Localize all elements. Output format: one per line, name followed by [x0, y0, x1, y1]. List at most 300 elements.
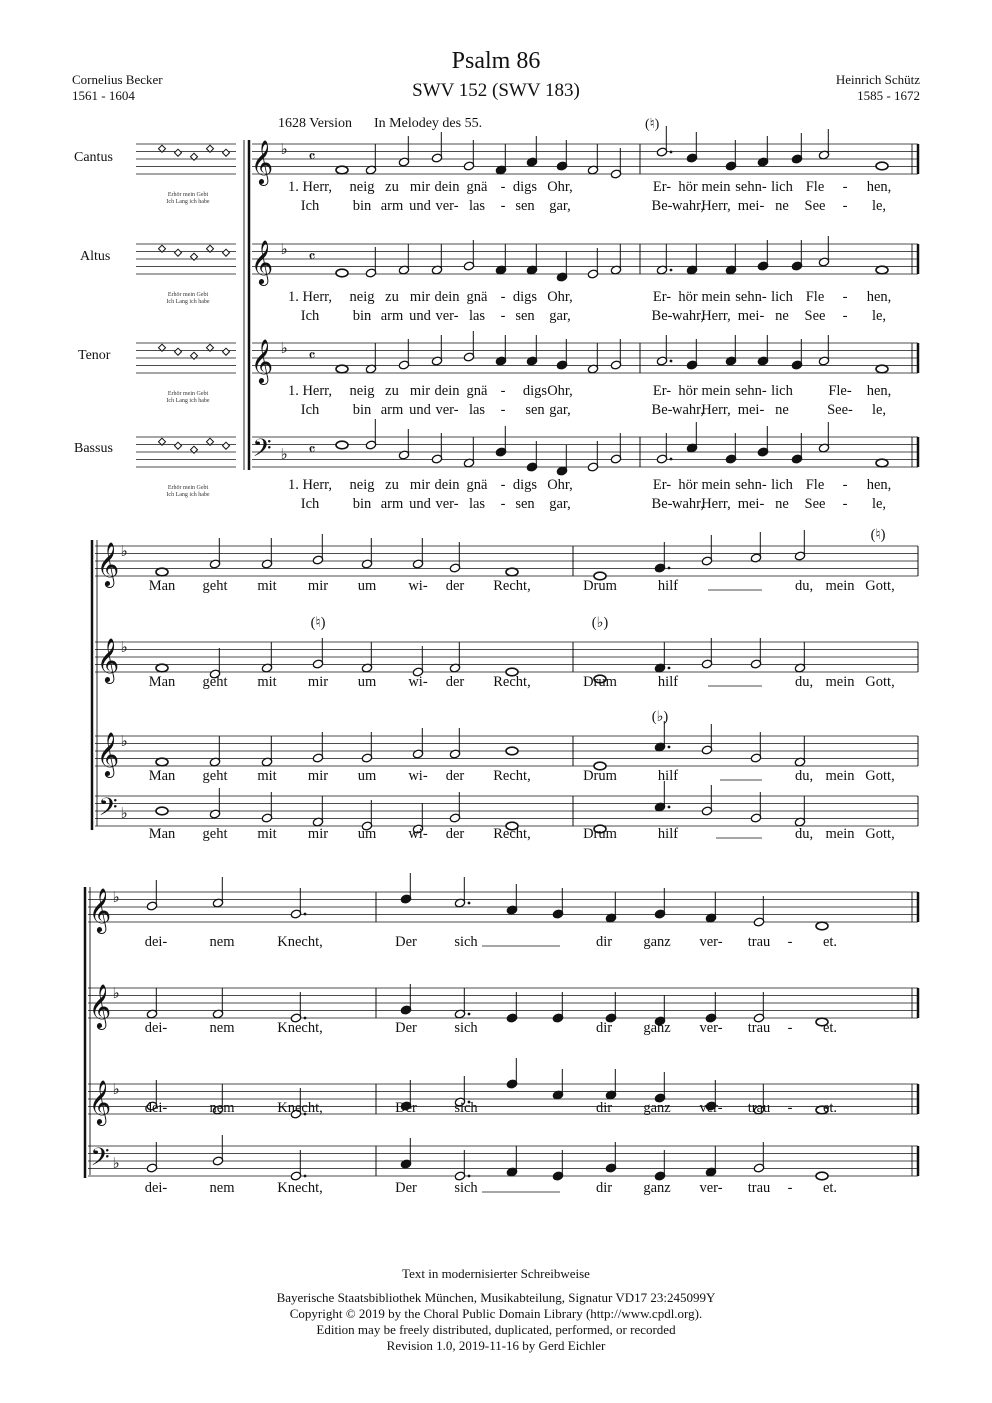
poet-name: Cornelius Becker [72, 72, 163, 87]
lyric-syllable: arm [380, 198, 404, 214]
incipit-text: Ich Lang ich habe [166, 398, 210, 404]
lyric-syllable: lich [771, 179, 793, 195]
lyric-syllable: mir [409, 477, 431, 493]
lyric-syllable: hör [678, 383, 698, 399]
lyric-syllable: hilf [657, 674, 679, 690]
whole-note [876, 162, 888, 170]
revision-line: Revision 1.0, 2019-11-16 by Gerd Eichler [386, 1338, 606, 1353]
lyric-syllable: - [500, 383, 506, 399]
lyric-syllable: Knecht, [277, 1180, 323, 1196]
lyric-syllable: neig [349, 289, 375, 305]
lyric-syllable: mein [825, 674, 855, 690]
lyric-syllable: dei- [144, 1180, 168, 1196]
lyric-syllable: mit [257, 674, 277, 690]
lyric-syllable: - [787, 1100, 793, 1116]
lyrics [145, 179, 895, 1196]
lyric-syllable: und [409, 308, 431, 324]
incipit-note [222, 348, 229, 355]
lyric-syllable: mei- [737, 308, 765, 324]
lyric-syllable: Man [148, 826, 176, 842]
augmentation-dot [304, 913, 307, 916]
bass-clef: 𝄢 [252, 434, 272, 469]
lyric-syllable: Er- [652, 477, 672, 493]
lyric-syllable: mir [307, 578, 329, 594]
lyric-syllable: Be- [651, 198, 673, 214]
lyric-syllable: las [468, 402, 486, 418]
lyric-syllable: digs [512, 179, 538, 195]
lyric-syllable: wi- [408, 674, 428, 690]
lyric-syllable: mit [257, 768, 277, 784]
lyric-syllable: las [468, 308, 486, 324]
editorial-flat-mark: (♭) [591, 615, 609, 631]
lyric-syllable: Knecht, [277, 1020, 323, 1036]
lyric-syllable: und [409, 496, 431, 512]
lyric-syllable: dir [595, 1020, 613, 1036]
treble-clef: 𝄞 [88, 888, 112, 932]
voice-label-tenor: Tenor [78, 348, 111, 363]
lyric-syllable: Recht, [493, 768, 531, 784]
lyric-syllable: mir [307, 674, 329, 690]
lyric-syllable: Recht, [493, 674, 531, 690]
augmentation-dot [668, 806, 671, 809]
incipit-note [222, 442, 229, 449]
lyric-syllable: sich [454, 934, 478, 950]
lyric-syllable: ver- [435, 308, 459, 324]
augmentation-dot [668, 667, 671, 670]
incipit-note [174, 149, 181, 156]
poet-dates: 1561 - 1604 [72, 88, 135, 103]
whole-note [506, 747, 518, 755]
lyric-syllable: See [804, 198, 826, 214]
lyric-syllable: neig [349, 477, 375, 493]
license-line: Edition may be freely distributed, duplicated, performed, or recorded [316, 1322, 676, 1337]
lyric-syllable: Drum [583, 826, 617, 842]
augmentation-dot [304, 1175, 307, 1178]
augmentation-dot [670, 360, 673, 363]
lyric-syllable: gnä [466, 289, 488, 305]
lyric-syllable: hilf [657, 826, 679, 842]
voice-label-altus: Altus [80, 249, 111, 264]
lyric-syllable: und [409, 402, 431, 418]
lyric-syllable: Herr, [701, 496, 731, 512]
lyric-syllable: dein [434, 383, 460, 399]
lyric-syllable: lich [771, 289, 793, 305]
lyric-syllable: trau [747, 1180, 771, 1196]
lyric-syllable: Ohr, [547, 477, 573, 493]
lyric-syllable: sich [454, 1100, 478, 1116]
lyric-syllable: der [445, 826, 465, 842]
lyric-syllable: Drum [583, 768, 617, 784]
key-signature-flat: ♭ [112, 1154, 120, 1172]
lyric-syllable: - [842, 198, 848, 214]
lyric-syllable: - [500, 402, 506, 418]
incipit-text: Ich Lang ich habe [166, 299, 210, 305]
lyric-syllable: ganz [643, 1180, 671, 1196]
time-signature: 𝄴 [308, 346, 316, 365]
page-title: Psalm 86 [451, 48, 541, 74]
lyric-syllable: - [842, 179, 848, 195]
lyric-syllable: - [500, 308, 506, 324]
lyric-syllable: mein [701, 179, 731, 195]
lyric-syllable: Herr, [701, 198, 731, 214]
whole-note [336, 166, 348, 174]
lyric-syllable: ne [775, 308, 789, 324]
whole-note [816, 1172, 828, 1180]
whole-note [156, 758, 168, 766]
lyric-syllable: mein [701, 289, 731, 305]
lyric-syllable: 1. Herr, [287, 179, 333, 195]
lyric-syllable: Er- [652, 179, 672, 195]
lyric-syllable: Ich [300, 308, 320, 324]
composer-name: Heinrich Schütz [835, 72, 920, 87]
lyric-syllable: zu [385, 477, 399, 493]
lyric-syllable: - [842, 477, 848, 493]
lyric-syllable: sehn- [735, 477, 767, 493]
lyric-syllable: dein [434, 477, 460, 493]
lyric-syllable: See [804, 308, 826, 324]
lyric-syllable: neig [349, 383, 375, 399]
lyric-syllable: hen, [866, 477, 892, 493]
lyric-syllable: mei- [737, 496, 765, 512]
lyric-syllable: mit [257, 826, 277, 842]
whole-note [876, 459, 888, 467]
key-signature-flat: ♭ [112, 1080, 120, 1098]
lyric-syllable: sen [525, 402, 545, 418]
lyric-syllable: lich [771, 477, 793, 493]
lyric-syllable: mein [701, 477, 731, 493]
lyric-syllable: - [787, 1180, 793, 1196]
incipit-note [222, 149, 229, 156]
key-signature-flat: ♭ [120, 804, 128, 822]
lyric-syllable: du, [794, 674, 814, 690]
lyric-syllable: neig [349, 179, 375, 195]
lyric-syllable: hen, [866, 179, 892, 195]
voice-label-cantus: Cantus [74, 150, 113, 165]
lyric-syllable: sich [454, 1020, 478, 1036]
lyric-syllable: Recht, [493, 826, 531, 842]
version-direction: 1628 Version [278, 116, 353, 131]
whole-note [336, 269, 348, 277]
lyric-syllable: - [787, 1020, 793, 1036]
editorial-flat-mark: (♭) [651, 709, 669, 725]
lyric-syllable: und [409, 198, 431, 214]
lyric-syllable: dir [595, 1100, 613, 1116]
lyric-syllable: Knecht, [277, 934, 323, 950]
lyric-syllable: bin [352, 402, 372, 418]
lyric-syllable: sen [515, 198, 535, 214]
lyric-syllable: nem [209, 1100, 235, 1116]
lyric-syllable: um [357, 768, 377, 784]
lyric-syllable: nem [209, 1020, 235, 1036]
lyric-syllable: Der [395, 1180, 417, 1196]
lyric-syllable: zu [385, 289, 399, 305]
treble-clef: 𝄞 [96, 542, 120, 586]
footer-credits [0, 1290, 992, 1354]
key-signature-flat: ♭ [280, 339, 288, 357]
lyric-syllable: trau [747, 1020, 771, 1036]
lyric-syllable: Man [148, 768, 176, 784]
treble-clef: 𝄞 [88, 1080, 112, 1124]
lyric-syllable: et. [822, 1100, 838, 1116]
key-signature-flat: ♭ [120, 638, 128, 656]
lyric-syllable: mein [825, 578, 855, 594]
lyric-syllable: dir [595, 934, 613, 950]
key-signature-flat: ♭ [120, 542, 128, 560]
lyric-syllable: hör [678, 289, 698, 305]
augmentation-dot [468, 1013, 471, 1016]
lyric-syllable: mir [409, 289, 431, 305]
lyric-syllable: hilf [657, 578, 679, 594]
whole-note [816, 922, 828, 930]
lyric-syllable: sich [454, 1180, 478, 1196]
lyric-syllable: zu [385, 179, 399, 195]
incipit-note [222, 249, 229, 256]
incipit-text: Erhör mein Gebt [167, 192, 209, 198]
lyric-syllable: Recht, [493, 578, 531, 594]
lyric-syllable: hen, [866, 383, 892, 399]
incipit-text: Ich Lang ich habe [166, 492, 210, 498]
lyric-syllable: Herr, [701, 402, 731, 418]
lyric-syllable: dein [434, 289, 460, 305]
lyric-syllable: geht [202, 768, 228, 784]
lyric-syllable: hilf [657, 768, 679, 784]
lyric-syllable: ver- [435, 402, 459, 418]
lyric-syllable: Ohr, [547, 383, 573, 399]
augmentation-dot [468, 902, 471, 905]
lyric-syllable: - [842, 496, 848, 512]
lyric-syllable: et. [822, 1020, 838, 1036]
incipit-note [174, 348, 181, 355]
lyric-syllable: du, [794, 578, 814, 594]
lyric-syllable: Fle [805, 179, 825, 195]
lyric-syllable: Gott, [865, 578, 895, 594]
lyric-syllable: ver- [699, 1020, 723, 1036]
lyric-syllable: dei- [144, 1100, 168, 1116]
lyric-syllable: Gott, [865, 674, 895, 690]
lyric-syllable: ne [775, 402, 789, 418]
lyric-syllable: Man [148, 578, 176, 594]
lyric-syllable: mein [825, 826, 855, 842]
whole-note [506, 568, 518, 576]
lyric-syllable: Drum [583, 578, 617, 594]
lyric-syllable: le, [871, 496, 887, 512]
lyric-syllable: wahr, [671, 198, 705, 214]
lyric-syllable: Ohr, [547, 289, 573, 305]
lyric-syllable: bin [352, 198, 372, 214]
lyric-syllable: le, [871, 308, 887, 324]
whole-note [336, 441, 348, 449]
key-signature-flat: ♭ [120, 732, 128, 750]
lyric-syllable: Man [148, 674, 176, 690]
lyric-syllable: Be- [651, 496, 673, 512]
augmentation-dot [670, 151, 673, 154]
lyric-syllable: Ich [300, 496, 320, 512]
lyric-syllable: nem [209, 934, 235, 950]
key-signature-flat: ♭ [280, 140, 288, 158]
lyric-syllable: ne [775, 198, 789, 214]
lyric-syllable: der [445, 768, 465, 784]
bass-clef: 𝄢 [90, 1143, 110, 1178]
lyric-syllable: mit [257, 578, 277, 594]
copyright-line: Copyright © 2019 by the Choral Public Domain Library (http://www.cpdl.org). [289, 1306, 703, 1321]
whole-note [336, 365, 348, 373]
lyric-syllable: ver- [699, 1100, 723, 1116]
lyric-syllable: las [468, 496, 486, 512]
lyric-syllable: - [842, 308, 848, 324]
lyric-syllable: mein [701, 383, 731, 399]
lyric-syllable: trau [747, 1100, 771, 1116]
lyric-syllable: geht [202, 578, 228, 594]
lyric-syllable: mein [825, 768, 855, 784]
incipit-text: Erhör mein Gebt [167, 391, 209, 397]
lyric-syllable: mir [409, 383, 431, 399]
lyric-syllable: Der [395, 1100, 417, 1116]
lyric-syllable: Fle [805, 477, 825, 493]
lyric-syllable: Ich [300, 402, 320, 418]
lyric-syllable: gar, [549, 308, 571, 324]
lyric-syllable: digs [512, 477, 538, 493]
lyric-syllable: Be- [651, 308, 673, 324]
lyric-syllable: Fle [805, 289, 825, 305]
treble-clef: 𝄞 [88, 984, 112, 1028]
lyric-syllable: der [445, 578, 465, 594]
lyric-syllable: ganz [643, 934, 671, 950]
lyric-syllable: sehn- [735, 179, 767, 195]
treble-clef: 𝄞 [96, 638, 120, 682]
lyric-syllable: wi- [408, 578, 428, 594]
key-signature-flat: ♭ [112, 984, 120, 1002]
catalogue-number: SWV 152 (SWV 183) [412, 80, 580, 101]
lyric-syllable: Er- [652, 289, 672, 305]
treble-clef: 𝄞 [96, 732, 120, 776]
lyric-syllable: dein [434, 179, 460, 195]
incipit-note [174, 442, 181, 449]
lyric-syllable: hör [678, 477, 698, 493]
lyric-syllable: mir [307, 826, 329, 842]
lyric-syllable: ver- [699, 1180, 723, 1196]
lyric-syllable: dei- [144, 1020, 168, 1036]
lyric-syllable: Be- [651, 402, 673, 418]
key-signature-flat: ♭ [280, 445, 288, 463]
lyric-syllable: Der [395, 1020, 417, 1036]
lyric-syllable: - [787, 934, 793, 950]
bass-clef: 𝄢 [98, 793, 118, 828]
lyric-syllable: digs [512, 289, 538, 305]
time-signature: 𝄴 [308, 147, 316, 166]
lyric-syllable: um [357, 674, 377, 690]
time-signature: 𝄴 [308, 247, 316, 266]
lyric-syllable: dir [595, 1180, 613, 1196]
lyric-syllable: - [500, 289, 506, 305]
lyric-syllable: sehn- [735, 289, 767, 305]
lyric-syllable: der [445, 674, 465, 690]
lyric-syllable: See [804, 496, 826, 512]
text-note: Text in modernisierter Schreibweise [402, 1266, 590, 1281]
lyric-syllable: gnä [466, 383, 488, 399]
lyric-syllable: Ohr, [547, 179, 573, 195]
lyric-syllable: ganz [643, 1020, 671, 1036]
lyric-syllable: mei- [737, 198, 765, 214]
lyric-syllable: nem [209, 1180, 235, 1196]
key-signature-flat: ♭ [112, 888, 120, 906]
treble-clef: 𝄞 [250, 240, 274, 284]
lyric-syllable: sehn- [735, 383, 767, 399]
lyric-syllable: See- [827, 402, 853, 418]
lyric-syllable: Gott, [865, 768, 895, 784]
lyric-syllable: et. [822, 934, 838, 950]
augmentation-dot [670, 269, 673, 272]
lyric-syllable: du, [794, 826, 814, 842]
lyric-syllable: et. [822, 1180, 838, 1196]
lyric-syllable: - [842, 289, 848, 305]
lyric-syllable: ganz [643, 1100, 671, 1116]
lyric-syllable: zu [385, 383, 399, 399]
lyric-syllable: - [500, 496, 506, 512]
lyric-syllable: gar, [549, 496, 571, 512]
lyric-syllable: le, [871, 198, 887, 214]
lyric-syllable: 1. Herr, [287, 477, 333, 493]
lyric-syllable: 1. Herr, [287, 383, 333, 399]
lyric-syllable: gnä [466, 179, 488, 195]
lyric-syllable: Der [395, 934, 417, 950]
lyric-syllable: ver- [435, 496, 459, 512]
lyric-syllable: wi- [408, 826, 428, 842]
editorial-natural-mark: (♮) [310, 615, 326, 631]
lyric-syllable: - [500, 198, 506, 214]
key-signature-flat: ♭ [280, 240, 288, 258]
lyric-syllable: le, [871, 402, 887, 418]
treble-clef: 𝄞 [250, 339, 274, 383]
editorial-natural-mark: (♮) [645, 117, 660, 132]
lyric-syllable: Er- [652, 383, 672, 399]
lyric-syllable: mir [409, 179, 431, 195]
incipit-text: Ich Lang ich habe [166, 199, 210, 205]
lyric-syllable: ver- [435, 198, 459, 214]
incipit-note [174, 249, 181, 256]
lyric-syllable: Gott, [865, 826, 895, 842]
whole-note [876, 266, 888, 274]
lyric-syllable: trau [747, 934, 771, 950]
editorial-natural-mark: (♮) [870, 527, 886, 543]
voice-label-bassus: Bassus [74, 441, 113, 456]
lyric-syllable: mei- [737, 402, 765, 418]
lyric-syllable: sen [515, 496, 535, 512]
lyric-syllable: geht [202, 674, 228, 690]
melody-direction: In Melodey des 55. [374, 116, 483, 131]
lyric-syllable: dei- [144, 934, 168, 950]
lyric-syllable: gnä [466, 477, 488, 493]
lyric-syllable: - [500, 477, 506, 493]
lyric-syllable: sen [515, 308, 535, 324]
whole-note [156, 568, 168, 576]
treble-clef: 𝄞 [250, 140, 274, 184]
whole-note [876, 365, 888, 373]
lyric-syllable: Herr, [701, 308, 731, 324]
lyric-syllable: Drum [583, 674, 617, 690]
lyric-syllable: geht [202, 826, 228, 842]
lyric-syllable: du, [794, 768, 814, 784]
lyric-syllable: Fle- [828, 383, 852, 399]
lyric-syllable: hör [678, 179, 698, 195]
incipit-text: Erhör mein Gebt [167, 292, 209, 298]
lyric-syllable: um [357, 578, 377, 594]
lyric-syllable: Knecht, [277, 1100, 323, 1116]
lyric-syllable: gar, [549, 198, 571, 214]
lyric-syllable: arm [380, 496, 404, 512]
time-signature: 𝄴 [308, 440, 316, 459]
lyric-syllable: ne [775, 496, 789, 512]
augmentation-dot [668, 746, 671, 749]
